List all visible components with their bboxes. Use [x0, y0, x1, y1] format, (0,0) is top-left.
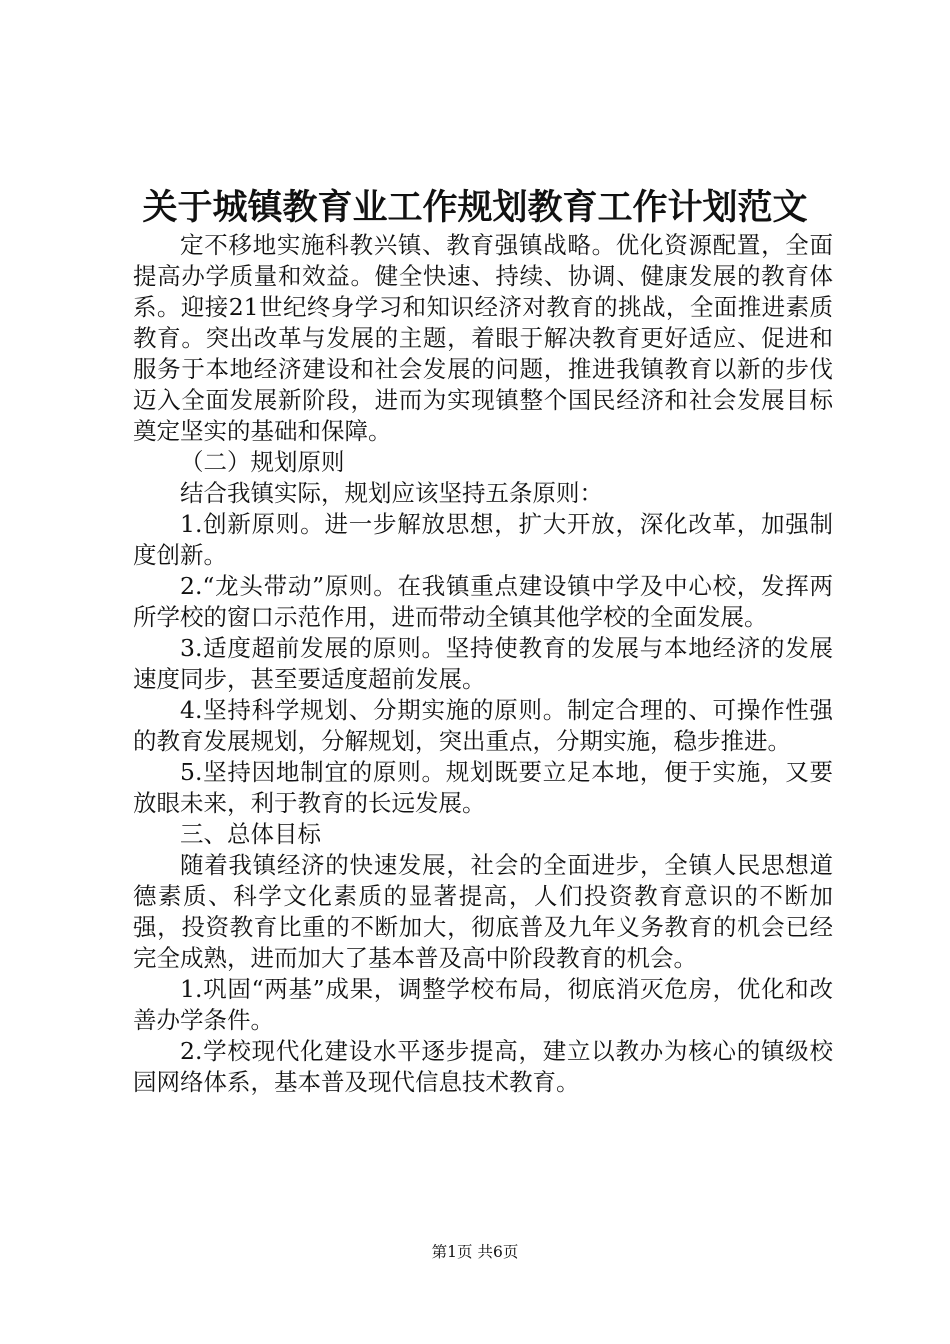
- list-item: 2.学校现代化建设水平逐步提高，建立以教办为核心的镇级校园网络体系，基本普及现代信息技术教育。: [133, 1037, 833, 1096]
- paragraph: 结合我镇实际，规划应该坚持五条原则：: [180, 479, 603, 507]
- list-item: 4.坚持科学规划、分期实施的原则。制定合理的、可操作性强的教育发展规划，分解规划，突出重点，分期实施，稳步推进。: [133, 696, 833, 755]
- paragraph: 随着我镇经济的快速发展，社会的全面进步，全镇人民思想道德素质、科学文化素质的显著提高，人们投资教育意识的不断加强，投资教育比重的不断加大，彻底普及九年义务教育的机会已经完全成熟，进而加大了基本普及高中阶段教育的机会。: [133, 851, 833, 972]
- section-heading: （二）规划原则: [180, 448, 345, 476]
- list-item: 1.创新原则。进一步解放思想，扩大开放，深化改革，加强制度创新。: [133, 510, 833, 569]
- list-item: 2.“龙头带动”原则。在我镇重点建设镇中学及中心校，发挥两所学校的窗口示范作用，进而带动全镇其他学校的全面发展。: [133, 572, 833, 631]
- page-footer: 第1页 共6页: [431, 1243, 519, 1261]
- list-item: 5.坚持因地制宜的原则。规划既要立足本地，便于实施，又要放眼未来，利于教育的长远发展。: [133, 758, 833, 817]
- paragraph: 定不移地实施科教兴镇、教育强镇战略。优化资源配置，全面提高办学质量和效益。健全快速、持续、协调、健康发展的教育体系。迎接21世纪终身学习和知识经济对教育的挑战，全面推进素质教育。突出改革与发展的主题，着眼于解决教育更好适应、促进和服务于本地经济建设和社会发展的问题，推进我镇教育以新的步伐迈入全面发展新阶段，进而为实现镇整个国民经济和社会发展目标奠定坚实的基础和保障。: [133, 231, 833, 445]
- list-item: 3.适度超前发展的原则。坚持使教育的发展与本地经济的发展速度同步，甚至要适度超前发展。: [133, 634, 833, 693]
- list-item: 1.巩固“两基”成果，调整学校布局，彻底消灭危房，优化和改善办学条件。: [133, 975, 833, 1034]
- document-body: [133, 230, 833, 1098]
- document-title: 关于城镇教育业工作规划教育工作计划范文: [142, 187, 808, 228]
- section-heading: 三、总体目标: [180, 820, 321, 848]
